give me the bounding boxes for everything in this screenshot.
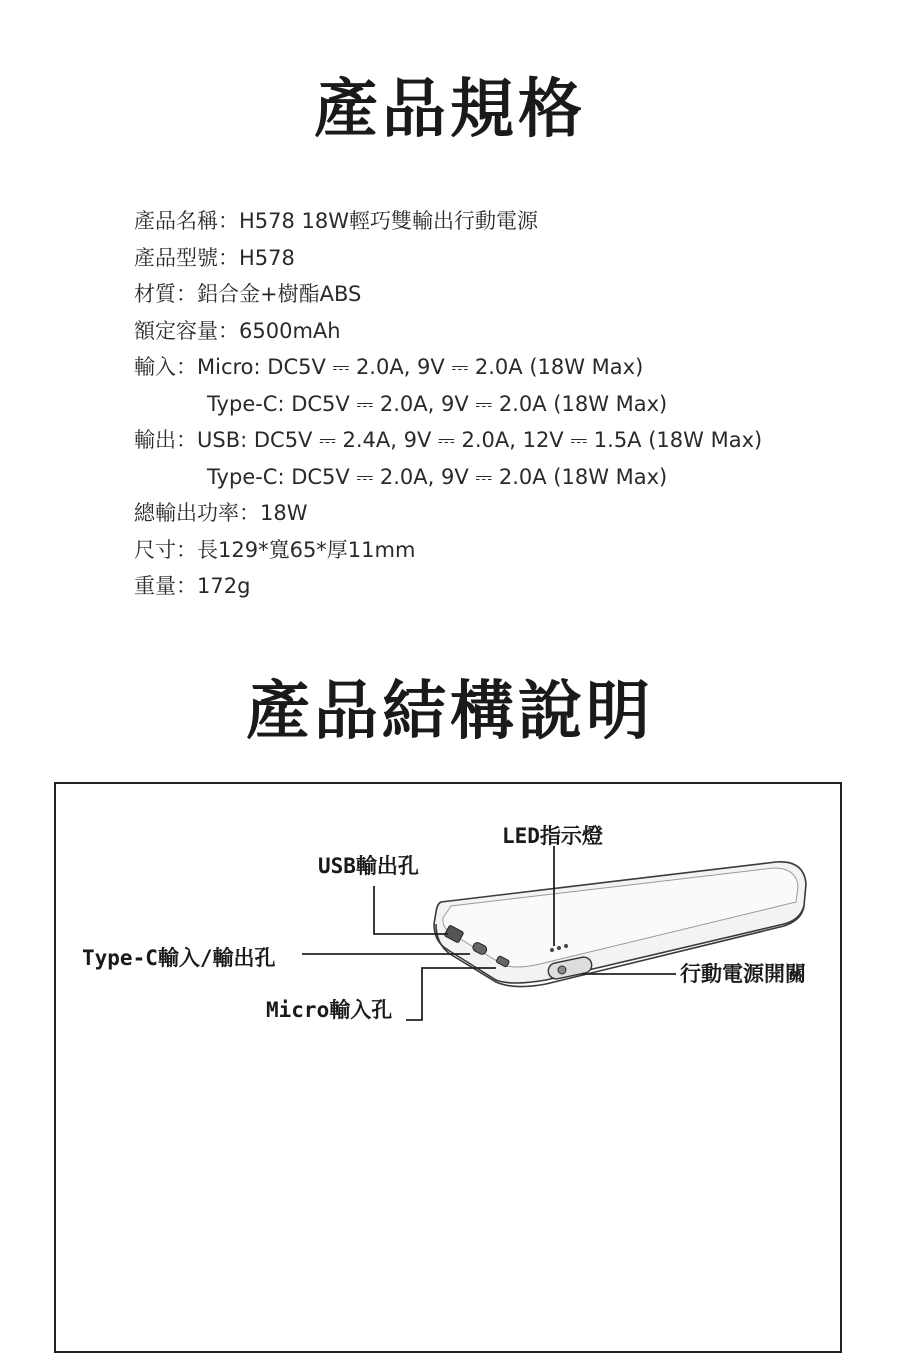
spec-line-output-typec: Type-C: DC5V ⎓ 2.0A, 9V ⎓ 2.0A (18W Max) — [207, 464, 668, 489]
spec-title: 產品規格 — [314, 73, 586, 147]
led-icon-3 — [564, 944, 568, 948]
callout-typec: Type-C輸入/輸出孔 — [82, 946, 276, 970]
spec-line-input-micro: 輸入：Micro: DC5V ⎓ 2.0A, 9V ⎓ 2.0A (18W Max) — [134, 355, 644, 379]
led-icon — [550, 948, 554, 952]
structure-title: 產品結構說明 — [246, 675, 654, 749]
spec-line-input-typec: Type-C: DC5V ⎓ 2.0A, 9V ⎓ 2.0A (18W Max) — [207, 391, 668, 416]
spec-line-dimensions: 尺寸：長129*寬65*厚11mm — [134, 537, 416, 562]
spec-line-total-output: 總輸出功率：18W — [134, 501, 308, 525]
spec-line-product-name: 產品名稱：H578 18W輕巧雙輸出行動電源 — [134, 209, 539, 233]
callout-led: LED指示燈 — [502, 824, 603, 848]
spec-line-material: 材質：鋁合金+樹酯ABS — [134, 282, 362, 306]
spec-line-model: 產品型號：H578 — [134, 245, 295, 270]
spec-line-output-usb: 輸出：USB: DC5V ⎓ 2.4A, 9V ⎓ 2.0A, 12V ⎓ 1.5A (18W Max) — [134, 428, 763, 452]
callout-power-switch: 行動電源開關 — [680, 962, 806, 986]
callout-usb: USB輸出孔 — [318, 854, 419, 878]
led-icon-2 — [557, 946, 561, 950]
spec-line-weight: 重量：172g — [134, 574, 251, 598]
callout-micro: Micro輸入孔 — [266, 998, 393, 1022]
spec-list — [134, 203, 762, 605]
spec-line-capacity: 額定容量：6500mAh — [134, 318, 341, 343]
power-bank-diagram — [56, 784, 842, 1351]
